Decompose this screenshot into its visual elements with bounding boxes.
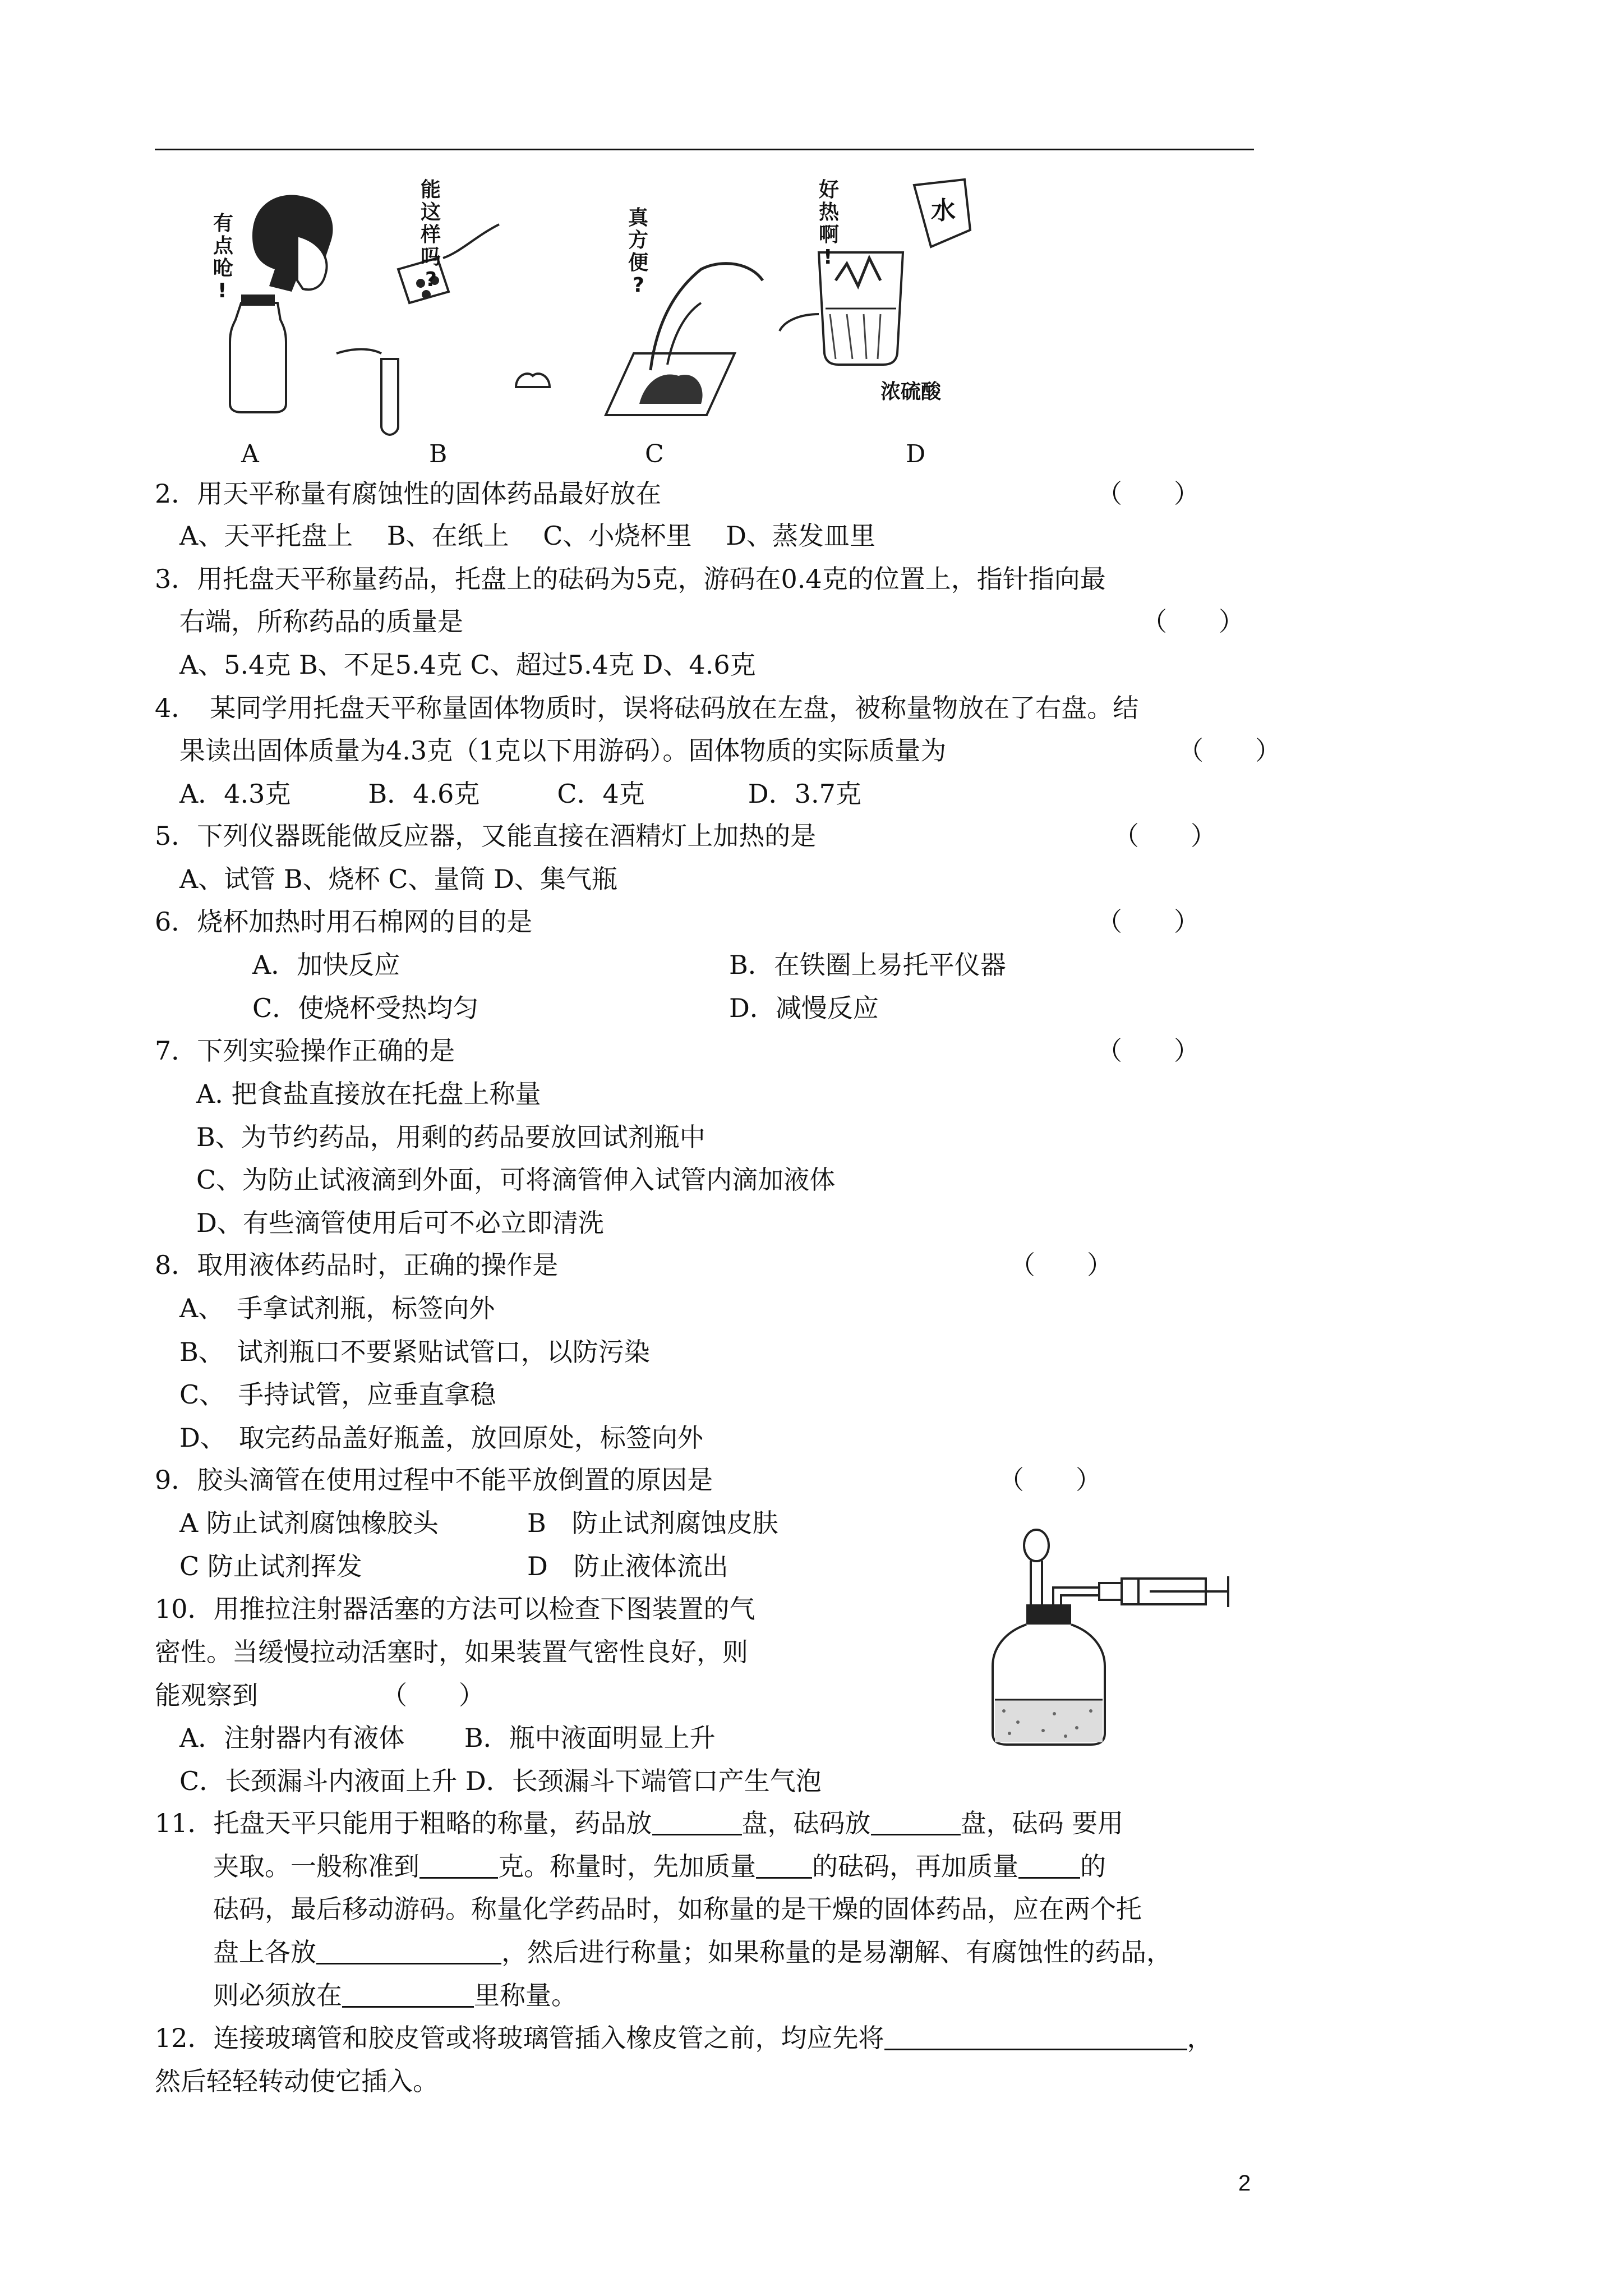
caption-d-char: ! <box>823 246 833 269</box>
question-4-options: A．4.3克 B．4.6克 C．4克 D．3.7克 <box>179 779 861 809</box>
answer-parentheses: （ ） <box>1141 606 1244 637</box>
cartoon-a-sniffing <box>213 195 333 412</box>
q11-text: 的 <box>1080 1851 1106 1881</box>
q11-text: 克。称量时，先加质量 <box>498 1851 756 1881</box>
question-7-option-a: A. 把食盐直接放在托盘上称量 <box>196 1079 541 1109</box>
question-4-stem-cont: 果读出固体质量为4.3克（1克以下用游码）。固体物质的实际质量为 <box>179 735 947 766</box>
question-9-stem: 9．胶头滴管在使用过程中不能平放倒置的原因是 <box>155 1465 713 1495</box>
caption-a-char: 有 <box>213 212 234 235</box>
acid-label: 浓硫酸 <box>880 380 942 403</box>
caption-c-char: 便 <box>628 251 649 274</box>
fill-blank[interactable] <box>316 1938 501 1964</box>
figure-label-c: C <box>645 440 664 468</box>
answer-parentheses: （ ） <box>1096 478 1200 509</box>
answer-parentheses: （ ） <box>1113 821 1216 851</box>
question-8-option-d: D、 取完药品盖好瓶盖，放回原处，标签向外 <box>179 1423 703 1453</box>
cartoon-b-test-tube <box>336 178 550 435</box>
fill-blank[interactable] <box>342 1981 474 2008</box>
question-3-stem: 3．用托盘天平称量药品，托盘上的砝码为5克，游码在0.4克的位置上，指针指向最 <box>155 564 1106 594</box>
question-7-option-c: C、为防止试液滴到外面，可将滴管伸入试管内滴加液体 <box>196 1165 836 1195</box>
caption-d-char: 好 <box>819 178 840 201</box>
cartoon-d-acid <box>780 178 970 403</box>
q11-text: 盘，砝码放 <box>741 1808 871 1838</box>
question-11-line-5 <box>213 1978 577 2012</box>
answer-parentheses: （ ） <box>1178 735 1281 766</box>
fill-blank[interactable] <box>652 1809 742 1835</box>
question-6-option-b: B．在铁圈上易托平仪器 <box>729 950 1006 980</box>
q11-text: 的砝码，再加质量 <box>812 1851 1018 1881</box>
figure-label-d: D <box>906 440 926 468</box>
q11-text: 则必须放在 <box>213 1980 342 2010</box>
answer-parentheses: （ ） <box>1096 907 1200 937</box>
question-3-options: A、5.4克 B、不足5.4克 C、超过5.4克 D、4.6克 <box>179 650 756 680</box>
question-4-stem: 4． 某同学用托盘天平称量固体物质时，误将砝码放在左盘，被称量物放在了右盘。结 <box>155 693 1139 723</box>
caption-b-char: 能 <box>421 178 441 201</box>
question-11-line-4 <box>213 1935 1172 1969</box>
question-12-line-2: 然后轻轻转动使它插入。 <box>155 2066 439 2096</box>
caption-b-char: 吗 <box>421 246 441 269</box>
question-7-option-b: B、为节约药品，用剩的药品要放回试剂瓶中 <box>196 1122 706 1152</box>
question-6-stem: 6．烧杯加热时用石棉网的目的是 <box>155 907 533 937</box>
q11-text: 11．托盘天平只能用于粗略的称量，药品放 <box>155 1808 652 1838</box>
question-11-line-1 <box>155 1806 1123 1840</box>
question-3-stem-cont: 右端，所称药品的质量是 <box>179 606 463 637</box>
fill-blank[interactable] <box>1018 1852 1080 1879</box>
lab-cartoons-figure <box>185 168 1082 438</box>
q12-text: 12．连接玻璃管和胶皮管或将玻璃管插入橡皮管之前，均应先将 <box>155 2023 884 2053</box>
question-11-line-3: 砝码，最后移动游码。称量化学药品时，如称量的是干燥的固体药品，应在两个托 <box>213 1894 1142 1924</box>
figure-label-a: A <box>241 440 259 468</box>
caption-c-char: 方 <box>628 229 649 252</box>
q11-text: 盘上各放 <box>213 1937 316 1967</box>
question-8-option-a: A、 手拿试剂瓶，标签向外 <box>179 1293 495 1323</box>
caption-a-char: ! <box>218 279 227 302</box>
question-8-stem: 8．取用液体药品时，正确的操作是 <box>155 1250 559 1280</box>
question-10-stem-cont: 密性。当缓慢拉动活塞时，如果装置气密性良好，则 <box>155 1637 748 1667</box>
question-10-option-ab: A．注射器内有液体 B．瓶中液面明显上升 <box>179 1723 716 1753</box>
question-2-stem: 2．用天平称量有腐蚀性的固体药品最好放在 <box>155 478 662 509</box>
question-9-option-c: C 防止试剂挥发 <box>179 1551 362 1581</box>
airtightness-apparatus-diagram <box>987 1520 1245 1756</box>
question-9-option-b: B 防止试剂腐蚀皮肤 <box>527 1508 778 1538</box>
answer-parentheses: （ ） <box>381 1680 485 1710</box>
fill-blank[interactable] <box>419 1852 498 1879</box>
caption-d-char: 热 <box>819 201 840 224</box>
header-rule <box>155 149 1254 150</box>
question-6-option-c: C．使烧杯受热均匀 <box>252 993 479 1023</box>
question-7-option-d: D、有些滴管使用后可不必立即清洗 <box>196 1208 604 1238</box>
question-11-line-2 <box>213 1849 1106 1883</box>
answer-parentheses: （ ） <box>998 1465 1101 1495</box>
caption-b-char: ? <box>425 268 437 291</box>
question-8-option-c: C、 手持试管，应垂直拿稳 <box>179 1379 496 1410</box>
caption-b-char: 这 <box>421 201 441 224</box>
question-2-options: A、天平托盘上 B、在纸上 C、小烧杯里 D、蒸发皿里 <box>179 521 875 551</box>
answer-parentheses: （ ） <box>1096 1036 1200 1066</box>
q11-text: 盘，砝码 要用 <box>960 1808 1124 1838</box>
q11-text: 里称量。 <box>474 1980 577 2010</box>
caption-c-char: ? <box>633 274 644 297</box>
question-12-line-1 <box>155 2021 1213 2055</box>
fill-blank[interactable] <box>884 2024 1187 2050</box>
question-6-option-a: A．加快反应 <box>252 950 400 980</box>
question-10-option-cd: C．长颈漏斗内液面上升 D．长颈漏斗下端管口产生气泡 <box>179 1766 822 1796</box>
question-9-option-d: D 防止液体流出 <box>527 1551 728 1581</box>
caption-a-char: 呛 <box>213 257 234 280</box>
question-6-option-d: D．减慢反应 <box>729 993 879 1023</box>
question-10-stem-cont: 能观察到 <box>155 1680 258 1710</box>
caption-d-char: 啊 <box>819 223 840 246</box>
question-5-stem: 5．下列仪器既能做反应器，又能直接在酒精灯上加热的是 <box>155 821 817 851</box>
question-5-options: A、试管 B、烧杯 C、量筒 D、集气瓶 <box>179 864 617 894</box>
caption-b-char: 样 <box>421 223 441 246</box>
question-9-option-a: A 防止试剂腐蚀橡胶头 <box>179 1508 439 1538</box>
q12-text: ， <box>1187 2023 1213 2053</box>
fill-blank[interactable] <box>756 1852 812 1879</box>
question-10-stem: 10．用推拉注射器活塞的方法可以检查下图装置的气 <box>155 1594 755 1624</box>
page-number: 2 <box>1238 2171 1251 2196</box>
figure-label-b: B <box>429 440 448 468</box>
q11-text: 夹取。一般称准到 <box>213 1851 419 1881</box>
caption-a-char: 点 <box>213 234 234 257</box>
q11-text: ，然后进行称量；如果称量的是易潮解、有腐蚀性的药品， <box>501 1937 1172 1967</box>
water-label: 水 <box>931 196 956 225</box>
caption-c-char: 真 <box>628 206 649 229</box>
cartoon-c-hand <box>606 206 763 415</box>
answer-parentheses: （ ） <box>1009 1250 1113 1280</box>
question-7-stem: 7．下列实验操作正确的是 <box>155 1036 455 1066</box>
fill-blank[interactable] <box>871 1809 961 1835</box>
question-8-option-b: B、 试剂瓶口不要紧贴试管口，以防污染 <box>179 1337 650 1367</box>
